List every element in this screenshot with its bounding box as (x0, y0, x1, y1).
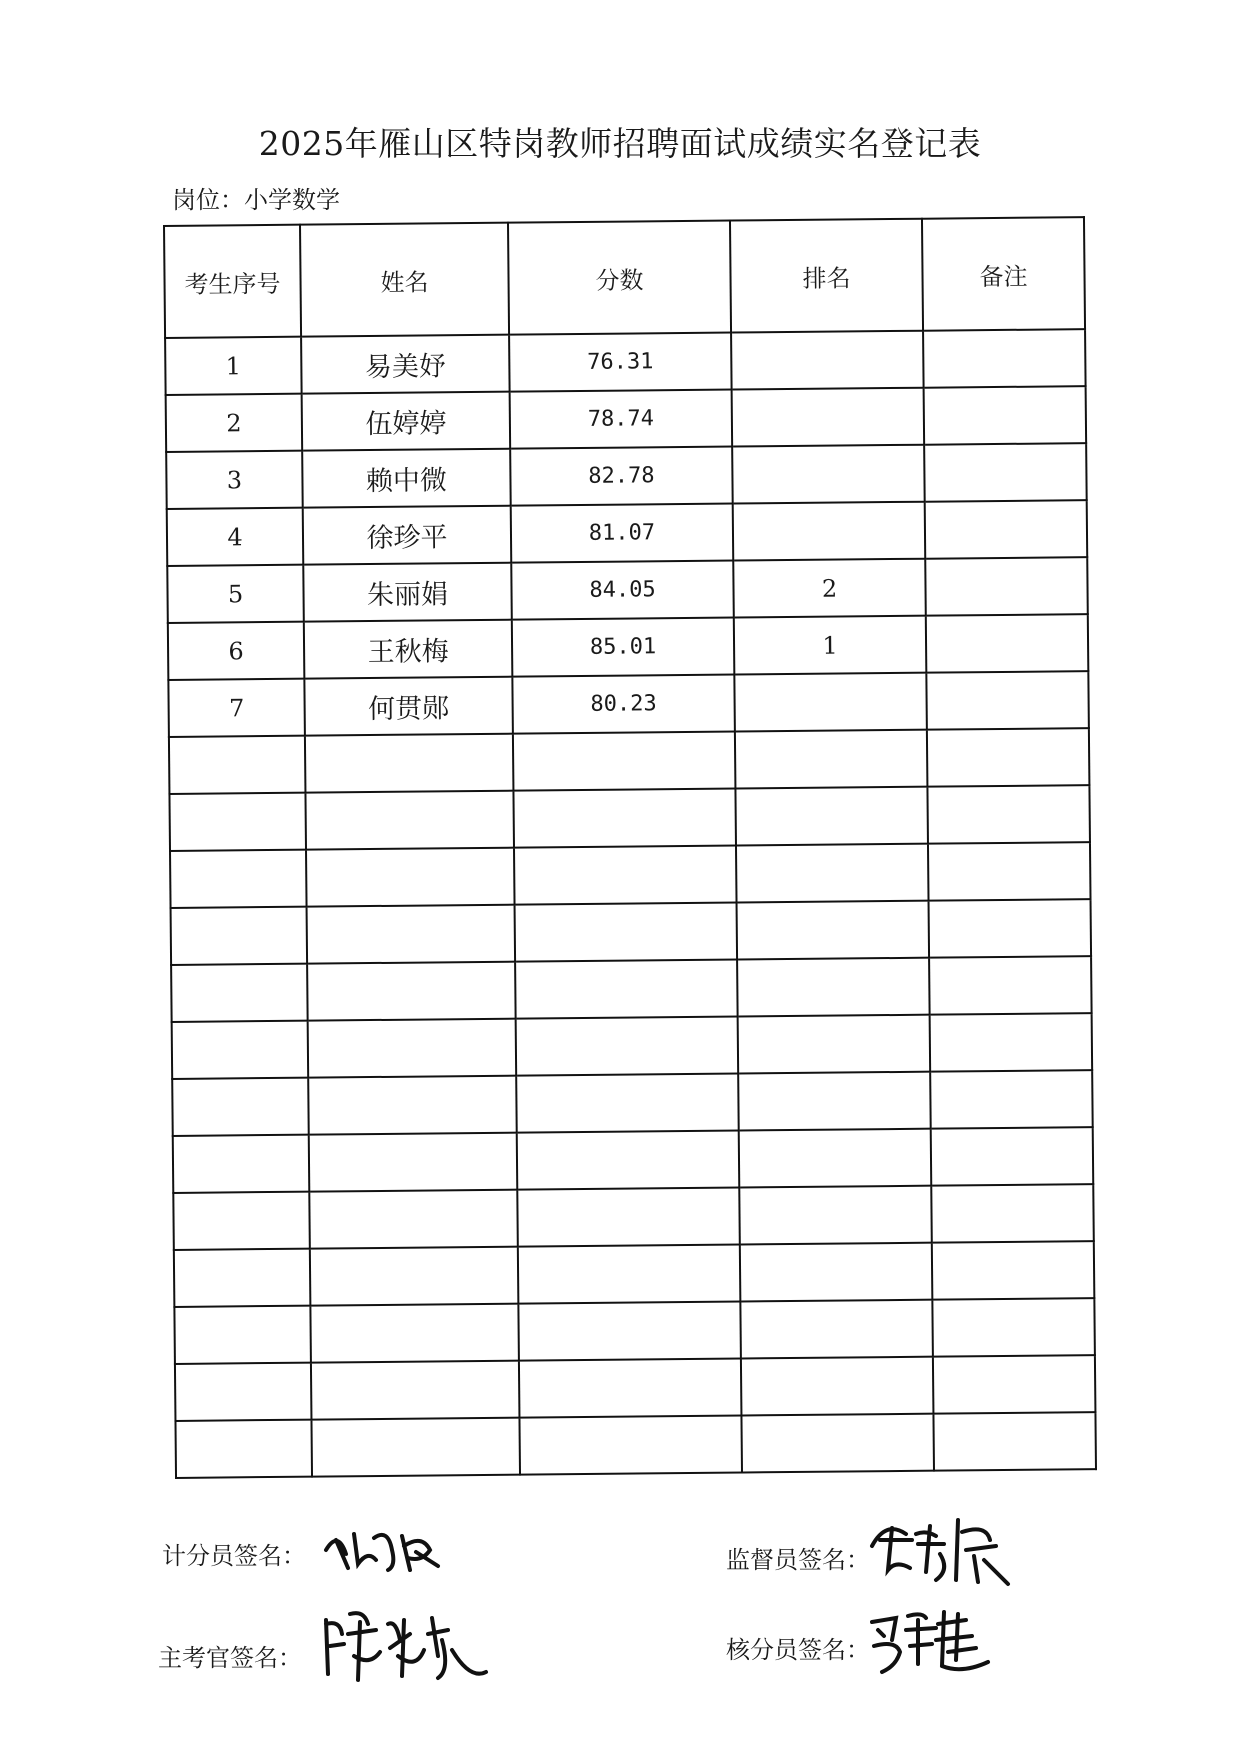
row-name-cell (305, 734, 514, 793)
row-seq-cell: 5 (167, 565, 304, 623)
row-score-cell (518, 1302, 741, 1361)
row-rank-cell (735, 787, 928, 846)
row-score-cell (519, 1359, 742, 1418)
row-name-cell (311, 1418, 520, 1477)
row-score-cell: 84.05 (511, 561, 734, 620)
row-name-cell: 徐珍平 (303, 506, 512, 565)
row-rank-cell (732, 388, 925, 447)
row-score-cell (516, 1074, 739, 1133)
table-body (165, 329, 1096, 1478)
row-note-cell (933, 1355, 1096, 1414)
row-rank-cell (739, 1129, 932, 1188)
table-header-row (164, 217, 1085, 338)
row-rank-cell (739, 1186, 932, 1245)
row-seq-cell (175, 1363, 312, 1421)
verifier-signature (866, 1600, 996, 1680)
table-row (171, 956, 1092, 1022)
row-seq-cell (171, 907, 308, 965)
row-score-cell: 81.07 (511, 504, 734, 563)
row-rank-cell: 1 (734, 616, 927, 675)
row-note-cell (925, 500, 1088, 559)
table-row (166, 443, 1087, 509)
row-note-cell (929, 956, 1092, 1015)
row-note-cell (924, 386, 1087, 445)
row-note-cell (929, 899, 1092, 958)
row-seq-cell (170, 850, 307, 908)
table-row (165, 329, 1086, 395)
row-seq-cell: 4 (167, 508, 304, 566)
row-score-cell: 82.78 (510, 447, 733, 506)
row-note-cell (924, 443, 1087, 502)
row-name-cell (305, 791, 514, 850)
table-row (171, 899, 1092, 965)
row-name-cell (310, 1304, 519, 1363)
row-rank-cell (732, 445, 925, 504)
row-rank-cell (737, 958, 930, 1017)
row-score-cell (515, 960, 738, 1019)
row-name-cell (307, 962, 516, 1021)
row-note-cell (932, 1241, 1095, 1300)
chief-examiner-signature (320, 1600, 490, 1690)
position-label: 岗位：小学数学 (172, 186, 340, 214)
supervisor-signature (866, 1510, 1016, 1590)
row-seq-cell: 2 (166, 394, 303, 452)
row-rank-cell (731, 331, 924, 390)
row-score-cell: 76.31 (509, 333, 732, 392)
row-seq-cell (172, 1078, 309, 1136)
row-score-cell (518, 1245, 741, 1304)
row-seq-cell: 7 (168, 679, 305, 737)
row-name-cell (311, 1361, 520, 1420)
row-rank-cell: 2 (733, 559, 926, 618)
row-score-cell: 78.74 (510, 390, 733, 449)
row-score-cell: 85.01 (512, 618, 735, 677)
row-name-cell (306, 848, 515, 907)
table-row (169, 785, 1090, 851)
row-score-cell: 80.23 (512, 675, 735, 734)
row-score-cell (517, 1131, 740, 1190)
table-row (173, 1127, 1094, 1193)
header-seq: 考生序号 (164, 225, 301, 338)
row-seq-cell: 6 (168, 622, 305, 680)
row-score-cell (513, 789, 736, 848)
row-seq-cell (169, 793, 306, 851)
table-row (175, 1412, 1096, 1478)
row-note-cell (927, 785, 1090, 844)
row-seq-cell: 1 (165, 337, 302, 395)
table-row (167, 557, 1088, 623)
table-row (174, 1298, 1095, 1364)
table-row (167, 500, 1088, 566)
row-note-cell (931, 1184, 1094, 1243)
header-name: 姓名 (300, 223, 509, 337)
row-rank-cell (738, 1015, 931, 1074)
row-score-cell (514, 846, 737, 905)
score-table (163, 216, 1097, 1479)
supervisor-signature-label: 监督员签名： (726, 1546, 870, 1574)
row-note-cell (923, 329, 1086, 388)
row-score-cell (519, 1416, 742, 1475)
row-note-cell (930, 1013, 1093, 1072)
row-note-cell (928, 842, 1091, 901)
header-score: 分数 (508, 221, 731, 335)
row-rank-cell (735, 730, 928, 789)
row-name-cell (309, 1133, 518, 1192)
row-name-cell (308, 1076, 517, 1135)
row-name-cell: 易美妤 (301, 335, 510, 394)
row-rank-cell (736, 844, 929, 903)
row-note-cell (931, 1127, 1094, 1186)
verifier-signature-label: 核分员签名： (726, 1636, 870, 1664)
row-note-cell (933, 1412, 1096, 1471)
row-note-cell (926, 614, 1089, 673)
row-rank-cell (740, 1300, 933, 1359)
table-row (174, 1241, 1095, 1307)
row-name-cell: 王秋梅 (304, 620, 513, 679)
row-name-cell: 伍婷婷 (302, 392, 511, 451)
row-rank-cell (734, 673, 927, 732)
row-note-cell (926, 671, 1089, 730)
row-name-cell: 赖中微 (302, 449, 511, 508)
row-rank-cell (741, 1357, 934, 1416)
scorer-signature (318, 1520, 448, 1580)
row-seq-cell (172, 1021, 309, 1079)
row-note-cell (927, 728, 1090, 787)
row-score-cell (516, 1017, 739, 1076)
row-rank-cell (733, 502, 926, 561)
row-seq-cell (171, 964, 308, 1022)
row-rank-cell (737, 901, 930, 960)
table-row (172, 1013, 1093, 1079)
table-row (172, 1070, 1093, 1136)
row-seq-cell (173, 1192, 310, 1250)
row-rank-cell (741, 1414, 934, 1473)
table-row (170, 842, 1091, 908)
row-name-cell: 何贯郧 (304, 677, 513, 736)
row-seq-cell (173, 1135, 310, 1193)
chief-examiner-signature-label: 主考官签名： (158, 1644, 302, 1672)
table-row (168, 671, 1089, 737)
row-seq-cell (169, 736, 306, 794)
row-name-cell (310, 1247, 519, 1306)
row-name-cell: 朱丽娟 (303, 563, 512, 622)
row-seq-cell: 3 (166, 451, 303, 509)
header-note: 备注 (922, 217, 1085, 331)
row-note-cell (930, 1070, 1093, 1129)
table-row (166, 386, 1087, 452)
row-rank-cell (738, 1072, 931, 1131)
row-name-cell (308, 1019, 517, 1078)
row-seq-cell (174, 1249, 311, 1307)
header-rank: 排名 (730, 219, 923, 333)
row-score-cell (517, 1188, 740, 1247)
table-row (175, 1355, 1096, 1421)
row-name-cell (307, 905, 516, 964)
row-seq-cell (174, 1306, 311, 1364)
table-row (169, 728, 1090, 794)
scorer-signature-label: 计分员签名： (162, 1542, 306, 1570)
row-seq-cell (175, 1420, 312, 1478)
row-name-cell (309, 1190, 518, 1249)
row-note-cell (925, 557, 1088, 616)
table-row (168, 614, 1089, 680)
row-rank-cell (740, 1243, 933, 1302)
page-title: 2025年雁山区特岗教师招聘面试成绩实名登记表 (258, 124, 982, 163)
row-score-cell (513, 732, 736, 791)
row-score-cell (515, 903, 738, 962)
row-note-cell (932, 1298, 1095, 1357)
table-row (173, 1184, 1094, 1250)
